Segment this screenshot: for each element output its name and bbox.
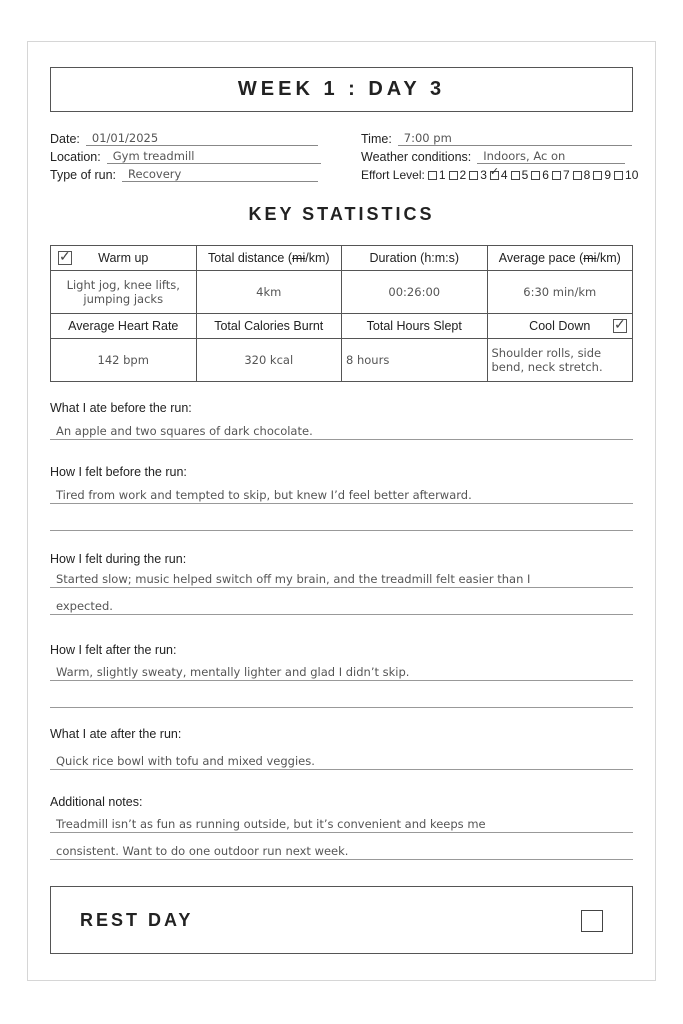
type-field[interactable]: Recovery <box>122 167 318 182</box>
effort-checkbox-3[interactable] <box>469 171 478 180</box>
felt-after-answer-line-2[interactable] <box>50 692 633 708</box>
pace-label-strike: mi <box>583 251 597 265</box>
effort-option-8[interactable] <box>573 168 591 182</box>
rest-day-checkbox[interactable] <box>581 910 603 932</box>
effort-option-2[interactable] <box>449 168 467 182</box>
time-label: Time: <box>361 132 392 146</box>
felt-before-question: How I felt before the run: <box>50 465 187 479</box>
type-label: Type of run: <box>50 168 117 182</box>
felt-during-question: How I felt during the run: <box>50 552 187 566</box>
felt-before-answer-line-1[interactable]: Tired from work and tempted to skip, but knew I’d feel better afterward. <box>50 488 633 504</box>
effort-option-label: 7 <box>562 168 570 182</box>
warm-up-value[interactable]: Light jog, knee lifts, jumping jacks <box>51 271 197 314</box>
effort-checkbox-10[interactable] <box>614 171 623 180</box>
felt-before-answer-line-2[interactable] <box>50 515 633 531</box>
effort-option-label: 1 <box>438 168 446 182</box>
location-label: Location: <box>50 150 101 164</box>
pace-label-suffix: /km) <box>596 251 621 265</box>
sleep-value[interactable]: 8 hours <box>342 339 488 382</box>
effort-row <box>361 168 638 183</box>
distance-header <box>196 246 342 271</box>
cool-down-checkbox[interactable] <box>613 319 627 333</box>
effort-option-label: 10 <box>625 168 639 182</box>
effort-checkbox-7[interactable] <box>552 171 561 180</box>
effort-option-label: 2 <box>459 168 467 182</box>
calories-header: Total Calories Burnt <box>196 314 342 339</box>
effort-label: Effort Level: <box>361 168 425 183</box>
effort-checkbox-1[interactable] <box>428 171 437 180</box>
effort-option-label: 5 <box>521 168 529 182</box>
distance-value[interactable]: 4km <box>196 271 342 314</box>
cool-down-value[interactable]: Shoulder rolls, side bend, neck stretch. <box>487 339 633 382</box>
effort-checkbox-5[interactable] <box>511 171 520 180</box>
effort-checkbox-6[interactable] <box>531 171 540 180</box>
effort-option-label: 6 <box>542 168 549 182</box>
pace-header <box>487 246 633 271</box>
effort-checkbox-4[interactable] <box>490 171 499 180</box>
key-statistics-table <box>50 245 633 382</box>
distance-label-prefix: Total distance ( <box>207 251 293 265</box>
weather-row <box>361 149 625 164</box>
felt-after-question: How I felt after the run: <box>50 643 177 657</box>
effort-option-label: 8 <box>583 168 591 182</box>
effort-option-7[interactable] <box>552 168 570 182</box>
ate-before-question: What I ate before the run: <box>50 401 192 415</box>
felt-during-answer-line-1[interactable]: Started slow; music helped switch off my brain, and the treadmill felt easier than I <box>50 572 633 588</box>
ate-before-answer[interactable]: An apple and two squares of dark chocolate. <box>50 424 633 440</box>
warm-up-header <box>51 246 197 271</box>
key-statistics-title: KEY STATISTICS <box>248 204 435 224</box>
effort-checkbox-2[interactable] <box>449 171 458 180</box>
type-row <box>50 167 318 182</box>
location-field[interactable]: Gym treadmill <box>107 149 321 164</box>
effort-checkbox-8[interactable] <box>573 171 582 180</box>
calories-value[interactable]: 320 kcal <box>196 339 342 382</box>
effort-option-label: 9 <box>604 168 612 182</box>
date-row <box>50 131 318 146</box>
heart-rate-header: Average Heart Rate <box>51 314 197 339</box>
effort-options <box>425 168 639 183</box>
effort-option-label: 3 <box>480 168 487 182</box>
effort-option-3[interactable] <box>469 168 487 182</box>
ate-after-answer[interactable]: Quick rice bowl with tofu and mixed veggies. <box>50 754 633 770</box>
cool-down-header <box>487 314 633 339</box>
date-label: Date: <box>50 132 80 146</box>
ate-after-question: What I ate after the run: <box>50 727 182 741</box>
notes-question: Additional notes: <box>50 795 143 809</box>
effort-option-4[interactable] <box>490 168 508 182</box>
felt-after-answer-line-1[interactable]: Warm, slightly sweaty, mentally lighter and glad I didn’t skip. <box>50 665 633 681</box>
effort-option-6[interactable] <box>531 168 549 182</box>
time-field[interactable]: 7:00 pm <box>398 131 632 146</box>
effort-checkbox-9[interactable] <box>593 171 602 180</box>
duration-header: Duration (h:m:s) <box>342 246 488 271</box>
effort-option-9[interactable] <box>593 168 611 182</box>
duration-value[interactable]: 00:26:00 <box>342 271 488 314</box>
page-title <box>50 67 633 112</box>
rest-day-box <box>50 886 633 954</box>
warm-up-checkbox[interactable] <box>58 251 72 265</box>
effort-option-5[interactable] <box>511 168 529 182</box>
felt-during-answer-line-2[interactable]: expected. <box>50 599 633 615</box>
pace-label-prefix: Average pace ( <box>498 251 584 265</box>
cool-down-label: Cool Down <box>529 319 591 333</box>
notes-answer-line-1[interactable]: Treadmill isn’t as fun as running outside, but it’s convenient and keeps me <box>50 817 633 833</box>
weather-label: Weather conditions: <box>361 150 472 164</box>
effort-option-1[interactable] <box>428 168 446 182</box>
distance-label-suffix: /km) <box>305 251 330 265</box>
pace-value[interactable]: 6:30 min/km <box>487 271 633 314</box>
distance-label-strike: mi <box>292 251 306 265</box>
weather-field[interactable]: Indoors, Ac on <box>477 149 625 164</box>
effort-option-10[interactable] <box>614 168 638 182</box>
page-title-text: WEEK 1 : DAY 3 <box>237 78 446 100</box>
effort-option-label: 4 <box>500 168 508 182</box>
sleep-header: Total Hours Slept <box>342 314 488 339</box>
date-field[interactable]: 01/01/2025 <box>86 131 318 146</box>
notes-answer-line-2[interactable]: consistent. Want to do one outdoor run next week. <box>50 844 633 860</box>
time-row <box>361 131 632 146</box>
warm-up-label: Warm up <box>98 251 149 265</box>
heart-rate-value[interactable]: 142 bpm <box>51 339 197 382</box>
rest-day-label: REST DAY <box>80 910 194 930</box>
location-row <box>50 149 321 164</box>
